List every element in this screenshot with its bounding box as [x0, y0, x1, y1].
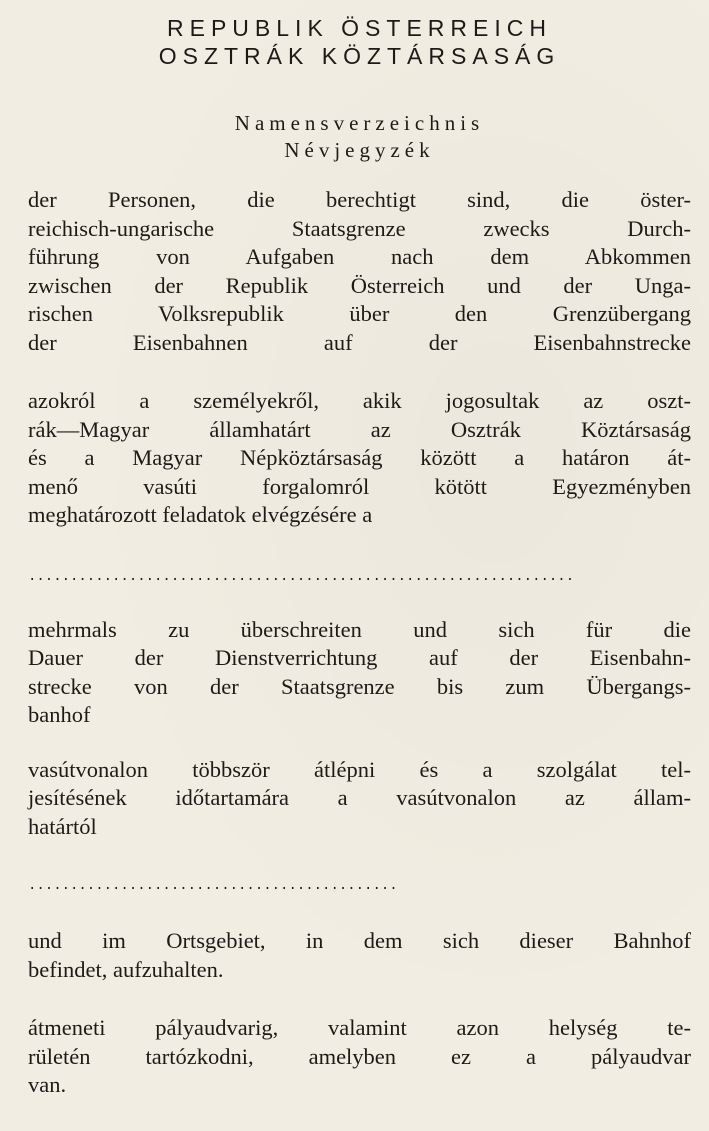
- document-title: [28, 110, 691, 164]
- text-line: meghatározott feladatok elvégzésére a: [28, 502, 373, 527]
- text-line: rületén tartózkodni, amelyben ez a pályaudvar: [28, 1043, 691, 1069]
- text-line: menő vasúti forgalomról kötött Egyezményben: [28, 473, 691, 499]
- text-line: és a Magyar Népköztársaság között a határon át-: [28, 445, 691, 470]
- text-line: jesítésének időtartamára a vasútvonalon az állam-: [28, 785, 691, 810]
- paragraph-hungarian-end: [28, 1014, 691, 1100]
- text-line: vasútvonalon többször átlépni és a szolgálat tel-: [28, 756, 691, 782]
- header-hungarian: OSZTRÁK KÖZTÁRSASÁG: [158, 43, 561, 69]
- text-line: rischen Volksrepublik über den Grenzübergang: [28, 301, 691, 326]
- text-line: reichisch-ungarische Staatsgrenze zwecks Durch-: [28, 215, 691, 241]
- text-line: azokról a személyekről, akik jogosultak az oszt-: [28, 388, 691, 413]
- paragraph-german-intro: [28, 186, 691, 357]
- text-line: határtól: [28, 813, 97, 839]
- text-line: mehrmals zu überschreiten und sich für die: [28, 616, 691, 642]
- text-line: van.: [28, 1072, 67, 1097]
- fill-in-line-station: ············································: [28, 881, 398, 897]
- text-line: der Personen, die berechtigt sind, die öster-: [28, 187, 691, 212]
- paragraph-german-end: [28, 927, 691, 984]
- title-german: Namensverzeichnis: [234, 111, 485, 135]
- country-header: [28, 14, 691, 70]
- text-line: zwischen der Republik Österreich und der Unga-: [28, 272, 691, 298]
- header-german: REPUBLIK ÖSTERREICH: [167, 15, 552, 41]
- text-line: und im Ortsgebiet, in dem sich dieser Bahnhof: [28, 928, 691, 953]
- text-line: der Eisenbahnen auf der Eisenbahnstrecke: [28, 329, 691, 355]
- text-line: átmeneti pályaudvarig, valamint azon helység te-: [28, 1015, 691, 1040]
- paragraph-hungarian-middle: [28, 756, 691, 842]
- text-line: führung von Aufgaben nach dem Abkommen: [28, 244, 691, 269]
- paragraph-german-middle: [28, 616, 691, 730]
- text-line: befindet, aufzuhalten.: [28, 956, 224, 982]
- text-line: banhof: [28, 702, 91, 727]
- text-line: Dauer der Dienstverrichtung auf der Eisenbahn-: [28, 645, 691, 670]
- paragraph-hungarian-intro: [28, 387, 691, 530]
- title-hungarian: Névjegyzék: [284, 138, 435, 162]
- text-line: strecke von der Staatsgrenze bis zum Übergangs-: [28, 673, 691, 699]
- fill-in-line-route: ·································································: [28, 571, 575, 588]
- text-line: rák—Magyar államhatárt az Osztrák Köztársaság: [28, 416, 691, 442]
